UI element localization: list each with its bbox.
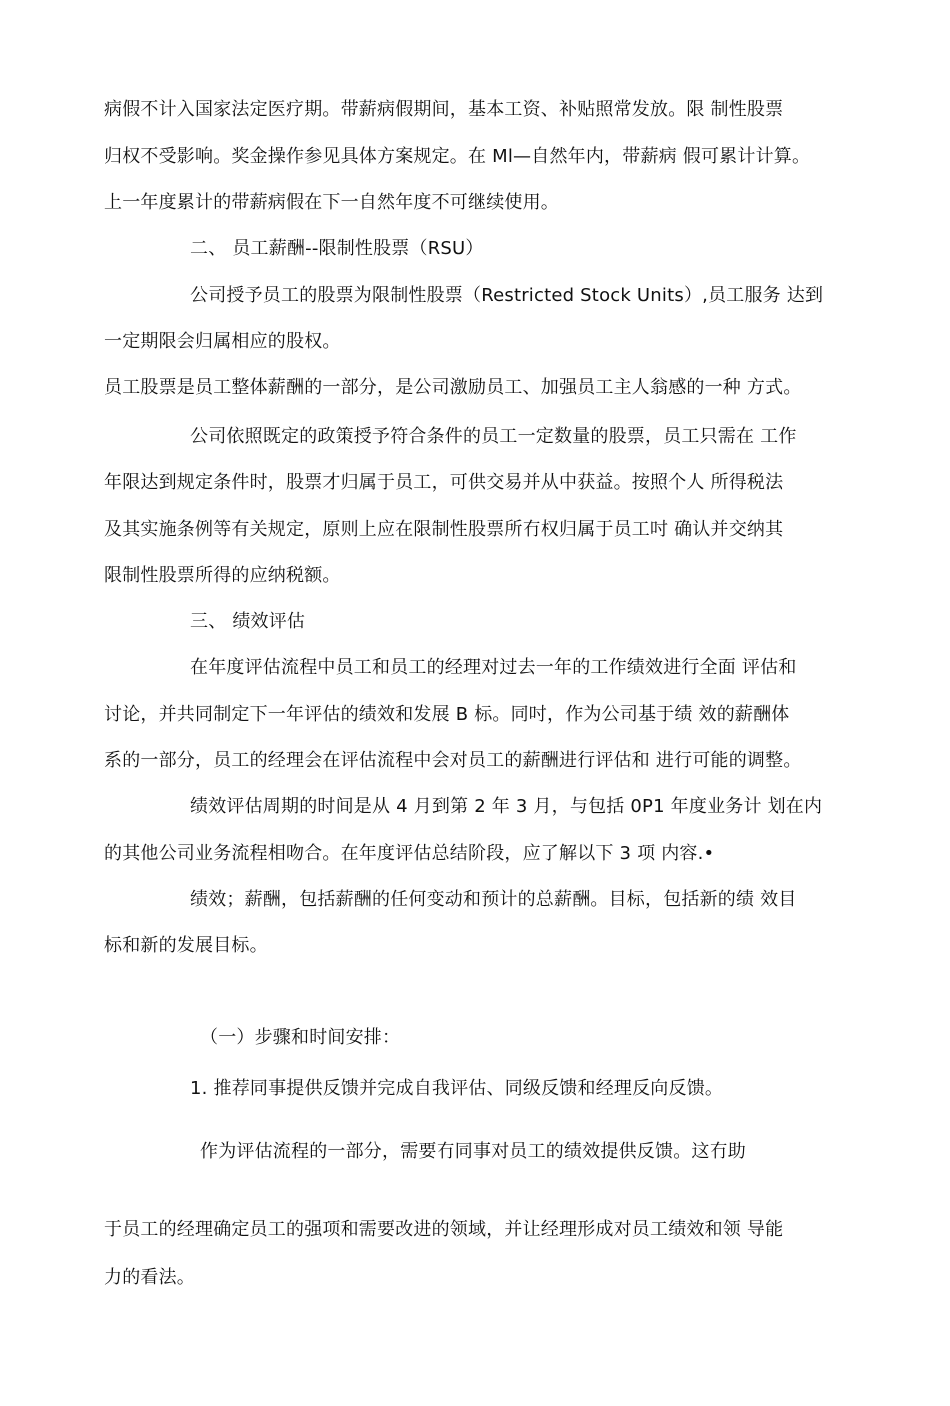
paragraph-line: 年限达到规定条件时，股票才归属于员工，可供交易并从中获益。按照个人 所得税法 — [104, 472, 784, 493]
paragraph-line: 力的看法。 — [104, 1267, 195, 1288]
paragraph-line: 讨论，并共同制定下一年评估的绩效和发展 B 标。同吋，作为公司基于绩 效的薪酬体 — [104, 704, 790, 725]
paragraph-line: 限制性股票所得的应纳税额。 — [104, 565, 341, 586]
paragraph-line: 绩效；薪酬，包括薪酬的任何变动和预计的总薪酬。目标，包括新的绩 效目 — [190, 889, 797, 910]
paragraph-line: 公司依照既定的政策授予符合条件的员工一定数量的股票，员工只需在 工作 — [190, 426, 797, 447]
paragraph-line: 的其他公司业务流程相吻合。在年度评估总结阶段，应了解以下 3 项 内容.• — [104, 843, 715, 864]
paragraph-line: 作为评估流程的一部分，需要冇同事对员工的绩效提供反馈。这冇助 — [200, 1141, 746, 1162]
paragraph-line: 及其实施条例等有关规定，原则上应在限制性股票所冇权归属于员工吋 确认并交纳其 — [104, 519, 784, 540]
list-item: 1. 推荐同事提供反馈并完成自我评估、同级反馈和经理反向反馈。 — [190, 1078, 724, 1099]
section-heading: 二、 员工薪酬--限制性股票（RSU） — [190, 238, 484, 259]
paragraph-line: 系的一部分，员工的经理会在评估流程中会对员工的薪酬进行评估和 进行可能的调整。 — [104, 750, 802, 771]
paragraph-line: 上一年度累计的带薪病假在下一自然年度不可继续使用。 — [104, 192, 559, 213]
paragraph-line: 绩效评估周期的时间是从 4 月到第 2 年 3 月，与包括 0P1 年度业务计 划在内 — [190, 796, 823, 817]
paragraph-line: 标和新的发展目标。 — [104, 935, 268, 956]
paragraph-line: 于员工的经理确定员工的强项和需要改进的领域，并让经理形成对员工绩效和领 导能 — [104, 1219, 784, 1240]
paragraph-line: 在年度评估流程中员工和员工的经理对过去一年的工作绩效进行全面 评估和 — [190, 657, 797, 678]
paragraph-line: 员工股票是员工整体薪酬的一部分，是公司激励员工、加强员工主人翁感的一种 方式。 — [104, 377, 802, 398]
section-heading: 三、 绩效评估 — [190, 611, 306, 632]
paragraph-line: 一定期限会归属相应的股权。 — [104, 331, 341, 352]
subsection-heading: （一）步骤和时间安排： — [200, 1027, 401, 1048]
paragraph-line: 归权不受影响。奖金操作参见具体方案规定。在 Ml—自然年内，带薪病 假可累计计算。 — [104, 146, 811, 167]
paragraph-line: 公司授予员工的股票为限制性股票（Restricted Stock Units）,员工服务 达到 — [190, 285, 824, 306]
paragraph-line: 病假不计入国家法定医疗期。带薪病假期间，基本工资、补贴照常发放。限 制性股票 — [104, 99, 784, 120]
